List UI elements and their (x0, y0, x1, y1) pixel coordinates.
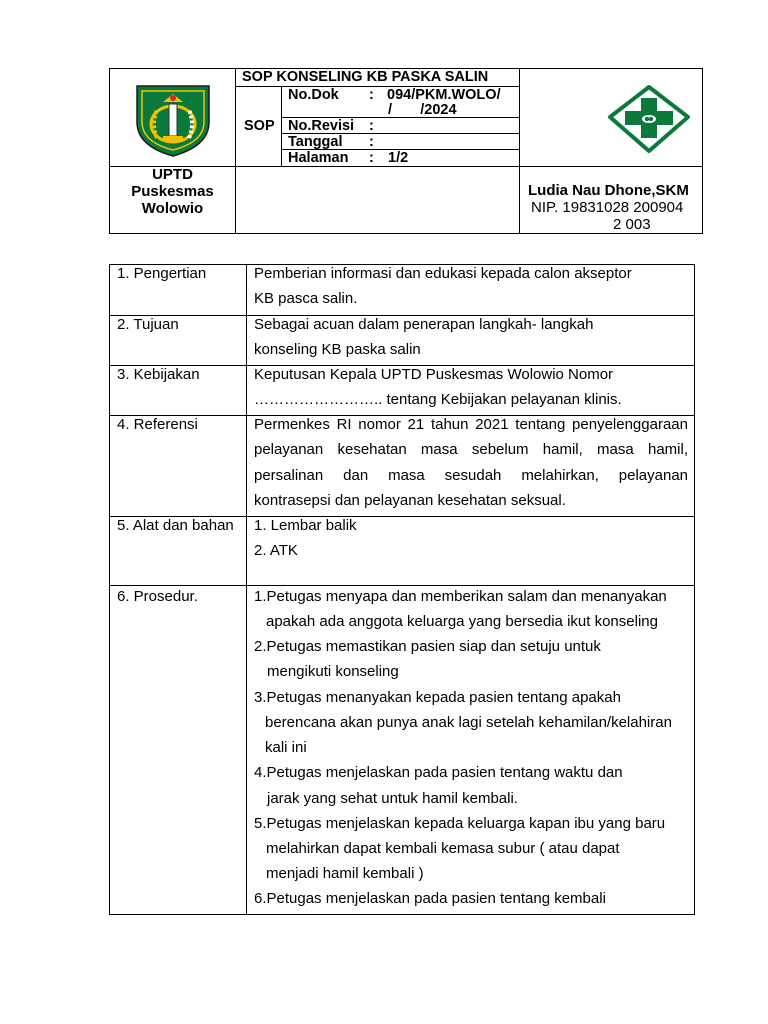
org-line-2: Puskesmas (131, 183, 214, 200)
puskesmas-cross-logo-icon (607, 84, 691, 154)
halaman-label: Halaman (288, 150, 349, 166)
prosedur-line-13: 6.Petugas menjelaskan pada pasien tentang kembali (254, 890, 606, 907)
no-revisi-colon: : (369, 118, 374, 134)
kebijakan-line-1: Keputusan Kepala UPTD Puskesmas Wolowio Nomor (254, 366, 614, 383)
no-dok-label: No.Dok (288, 87, 339, 103)
section-label-prosedur: 6. Prosedur. (117, 588, 198, 605)
section-label-pengertian: 1. Pengertian (117, 265, 207, 282)
alat-line-1: 1. Lembar balik (254, 517, 357, 534)
prosedur-line-10: 5.Petugas menjelaskan kepada keluarga kapan ibu yang baru (254, 815, 666, 832)
signer-name: Ludia Nau Dhone,SKM (528, 182, 689, 199)
halaman-value: 1/2 (388, 150, 409, 166)
pengertian-line-2: KB pasca salin. (254, 290, 358, 307)
section-label-referensi: 4. Referensi (117, 416, 198, 433)
referensi-line-1: Permenkes RI nomor 21 tahun 2021 tentang penyelenggaraan (254, 416, 688, 433)
no-revisi-label: No.Revisi (288, 118, 355, 134)
prosedur-line-7: kali ini (265, 739, 307, 756)
prosedur-line-1: 1.Petugas menyapa dan memberikan salam dan menanyakan (254, 588, 667, 605)
prosedur-line-9: jarak yang sehat untuk hamil kembali. (267, 790, 518, 807)
pengertian-line-1: Pemberian informasi dan edukasi kepada calon akseptor (254, 265, 632, 282)
alat-line-2: 2. ATK (254, 542, 298, 559)
signer-nip-line2: 2 003 (613, 216, 651, 233)
signer-nip: NIP. 19831028 200904 (531, 199, 684, 216)
referensi-text (254, 412, 688, 513)
section-label-tujuan: 2. Tujuan (117, 316, 179, 333)
prosedur-line-4: mengikuti konseling (267, 663, 399, 680)
referensi-line-2: pelayanan kesehatan masa sebelum hamil, masa hamil, (254, 441, 688, 459)
no-dok-colon: : (369, 87, 374, 103)
sop-label: SOP (244, 118, 275, 134)
no-dok-value: 094/PKM.WOLO/ (387, 87, 501, 103)
tujuan-line-2: konseling KB paska salin (254, 341, 421, 358)
halaman-colon: : (369, 150, 374, 166)
prosedur-line-8: 4.Petugas menjelaskan pada pasien tentang waktu dan (254, 764, 623, 781)
section-label-alat-bahan: 5. Alat dan bahan (117, 517, 234, 534)
tanggal-colon: : (369, 134, 374, 150)
prosedur-line-6: berencana akan punya anak lagi setelah kehamilan/kelahiran (265, 714, 672, 731)
prosedur-line-2: apakah ada anggota keluarga yang bersedia ikut konseling (266, 613, 658, 630)
referensi-line-3: persalinan dan masa sesudah melahirkan, pelayanan (254, 466, 688, 484)
no-dok-value-line2: / /2024 (388, 102, 457, 118)
tanggal-label: Tanggal (288, 134, 343, 150)
org-line-3: Wolowio (141, 200, 204, 217)
section-label-kebijakan: 3. Kebijakan (117, 366, 200, 383)
org-line-1: UPTD (152, 166, 193, 183)
document-title: SOP KONSELING KB PASKA SALIN (242, 69, 489, 85)
prosedur-line-3: 2.Petugas memastikan pasien siap dan setuju untuk (254, 638, 601, 655)
referensi-line-4: kontrasepsi dan pelayanan kesehatan seksual. (254, 491, 566, 509)
prosedur-line-11: melahirkan dapat kembali kemasa subur ( atau dapat (266, 840, 620, 857)
prosedur-line-12: menjadi hamil kembali ) (266, 865, 424, 882)
regional-emblem-icon (133, 80, 213, 158)
prosedur-line-5: 3.Petugas menanyakan kepada pasien tentang apakah (254, 689, 621, 706)
kebijakan-line-2: …………………….. tentang Kebijakan pelayanan klinis. (254, 391, 622, 408)
tujuan-line-1: Sebagai acuan dalam penerapan langkah- langkah (254, 316, 594, 333)
